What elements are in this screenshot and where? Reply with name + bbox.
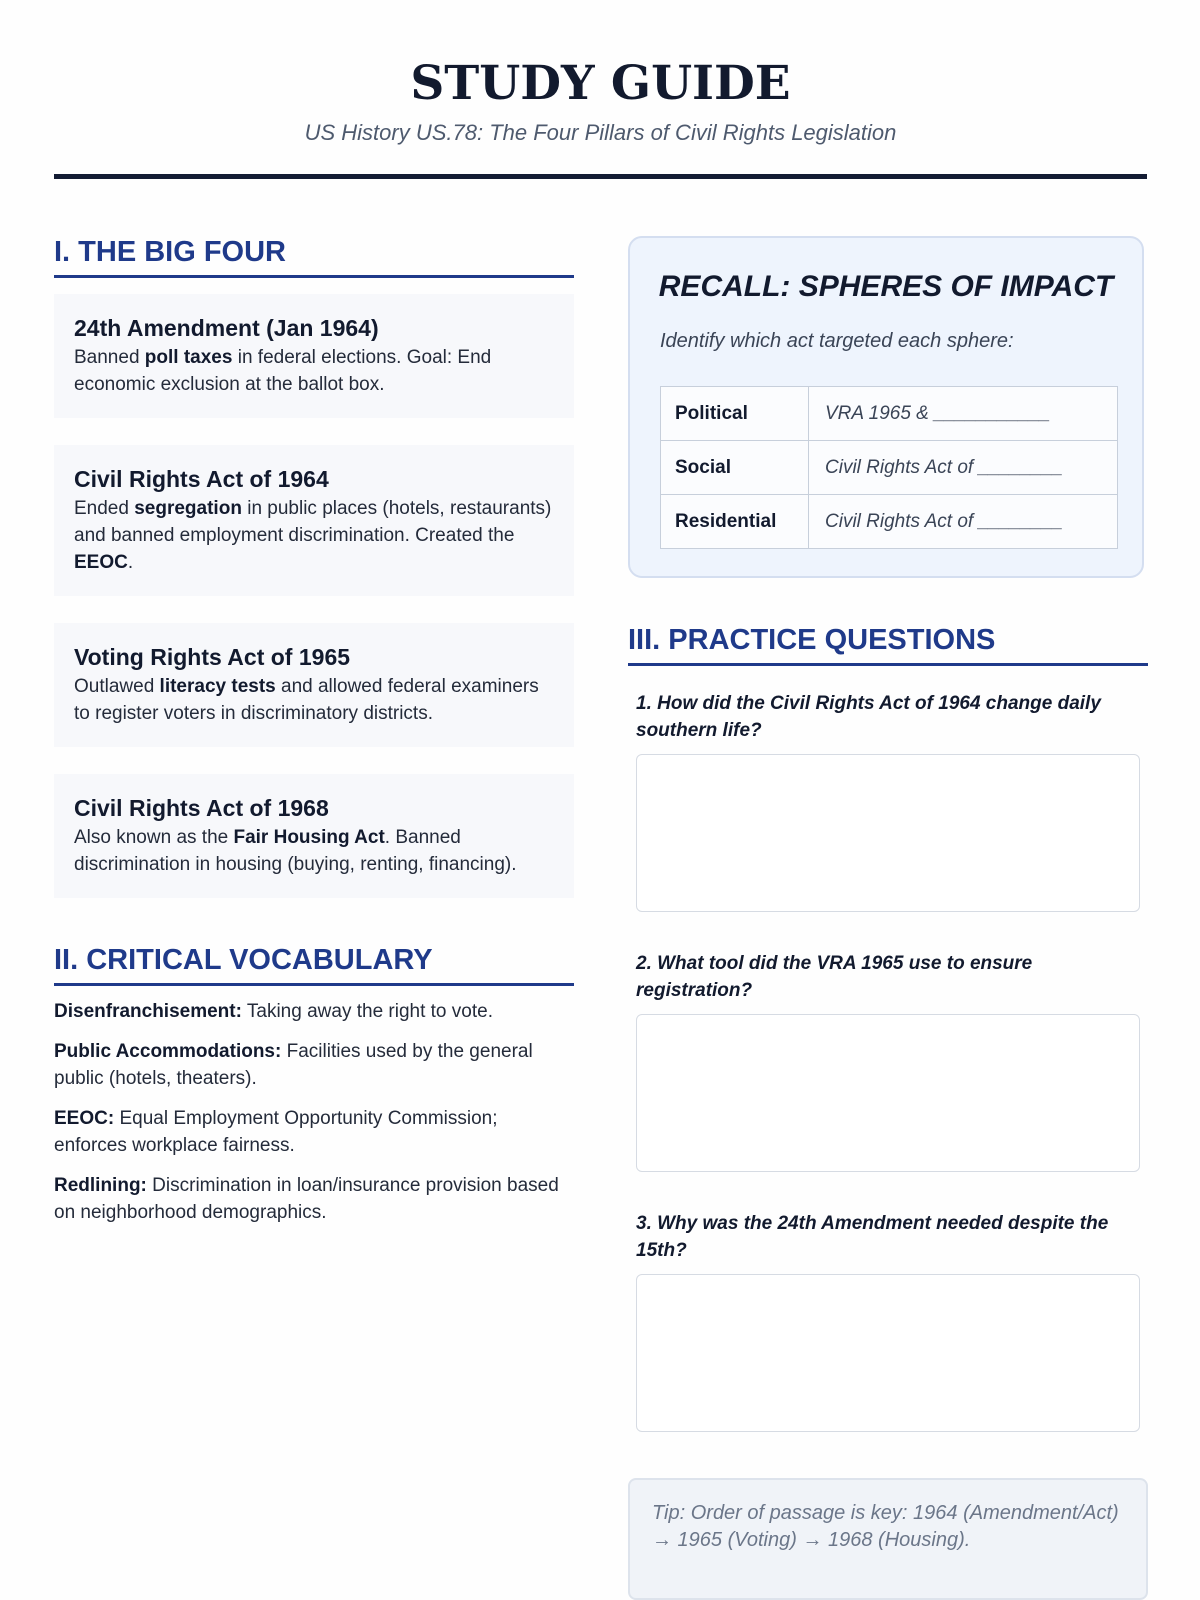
text-run: . [127,552,134,573]
text-run: in federal elections. Goal: End economic exclusion at the ballot box. [74,347,492,395]
card-body [74,673,554,727]
card-body [74,824,554,878]
sphere-answer-blank: VRA 1965 & ___________ [809,387,1118,441]
table-row [661,441,1118,495]
vocab-term: Disenfranchisement: [54,1001,242,1022]
sphere-answer-blank: Civil Rights Act of ________ [809,441,1118,495]
question-2 [636,950,1140,1172]
vocabulary-heading: II. CRITICAL VOCABULARY [54,944,574,986]
sphere-label: Residential [661,495,809,549]
text-run: and allowed federal examiners to register voters in discriminatory districts. [74,676,539,724]
card-body [74,344,554,398]
question-1 [636,690,1140,912]
sphere-label: Political [661,387,809,441]
answer-box[interactable] [636,1014,1140,1172]
text-run: Outlawed [74,676,160,697]
practice-heading: III. PRACTICE QUESTIONS [628,624,1148,666]
vocab-item-redlining [54,1172,574,1226]
vocab-item-disenfranchisement [54,998,574,1025]
question-text: 3. Why was the 24th Amendment needed despite the 15th? [636,1213,1109,1261]
page-title: STUDY GUIDE [410,56,791,111]
table-row [661,387,1118,441]
vocab-term: Redlining: [54,1175,147,1196]
question-text: 1. How did the Civil Rights Act of 1964 change daily southern life? [636,693,1101,741]
text-run: in public places (hotels, restaurants) and banned employment discrimination. Created the [74,498,552,546]
key-term: poll taxes [144,347,233,368]
header [54,52,1147,146]
sphere-label: Social [661,441,809,495]
vocab-definition: Taking away the right to vote. [241,1001,493,1022]
card-voting-rights-1965 [54,623,574,747]
table-row [661,495,1118,549]
card-24th-amendment [54,294,574,418]
card-body [74,495,554,576]
card-civil-rights-1964 [54,445,574,596]
card-title: Voting Rights Act of 1965 [74,644,351,670]
tip-box: Tip: Order of passage is key: 1964 (Amendment/Act) → 1965 (Voting) → 1968 (Housing). [628,1478,1148,1600]
question-3 [636,1210,1140,1432]
recall-instruction: Identify which act targeted each sphere: [660,330,1014,352]
key-term: EEOC [74,552,128,573]
left-column [54,236,574,1226]
question-text: 2. What tool did the VRA 1965 use to ensure registration? [636,953,1033,1001]
card-title: Civil Rights Act of 1964 [74,466,329,492]
recall-title: RECALL: SPHERES OF IMPACT [658,270,1114,303]
text-run: Ended [74,498,135,519]
vocab-term: Public Accommodations: [54,1041,282,1062]
text-run: Banned [74,347,145,368]
card-title: 24th Amendment (Jan 1964) [74,315,379,341]
text-run: . Banned discrimination in housing (buying, renting, financing). [74,827,517,875]
vocab-definition: Facilities used by the general public (hotels, theaters). [54,1041,533,1089]
page-subtitle: US History US.78: The Four Pillars of Civil Rights Legislation [304,120,897,145]
key-term: literacy tests [159,676,276,697]
header-divider [54,174,1147,179]
answer-box[interactable] [636,754,1140,912]
key-term: segregation [134,498,242,519]
vocab-item-eeoc [54,1105,574,1159]
recall-table [660,386,1118,549]
card-civil-rights-1968 [54,774,574,898]
text-run: Also known as the [74,827,234,848]
recall-box [628,236,1144,578]
vocab-item-public-accommodations [54,1038,574,1092]
card-title: Civil Rights Act of 1968 [74,795,329,821]
vocab-definition: Equal Employment Opportunity Commission; enforces workplace fairness. [54,1108,498,1156]
big-four-heading: I. THE BIG FOUR [54,236,574,278]
vocab-term: EEOC: [54,1108,115,1129]
answer-box[interactable] [636,1274,1140,1432]
sphere-answer-blank: Civil Rights Act of ________ [809,495,1118,549]
key-term: Fair Housing Act [233,827,385,848]
vocab-definition: Discrimination in loan/insurance provision based on neighborhood demographics. [54,1175,559,1223]
